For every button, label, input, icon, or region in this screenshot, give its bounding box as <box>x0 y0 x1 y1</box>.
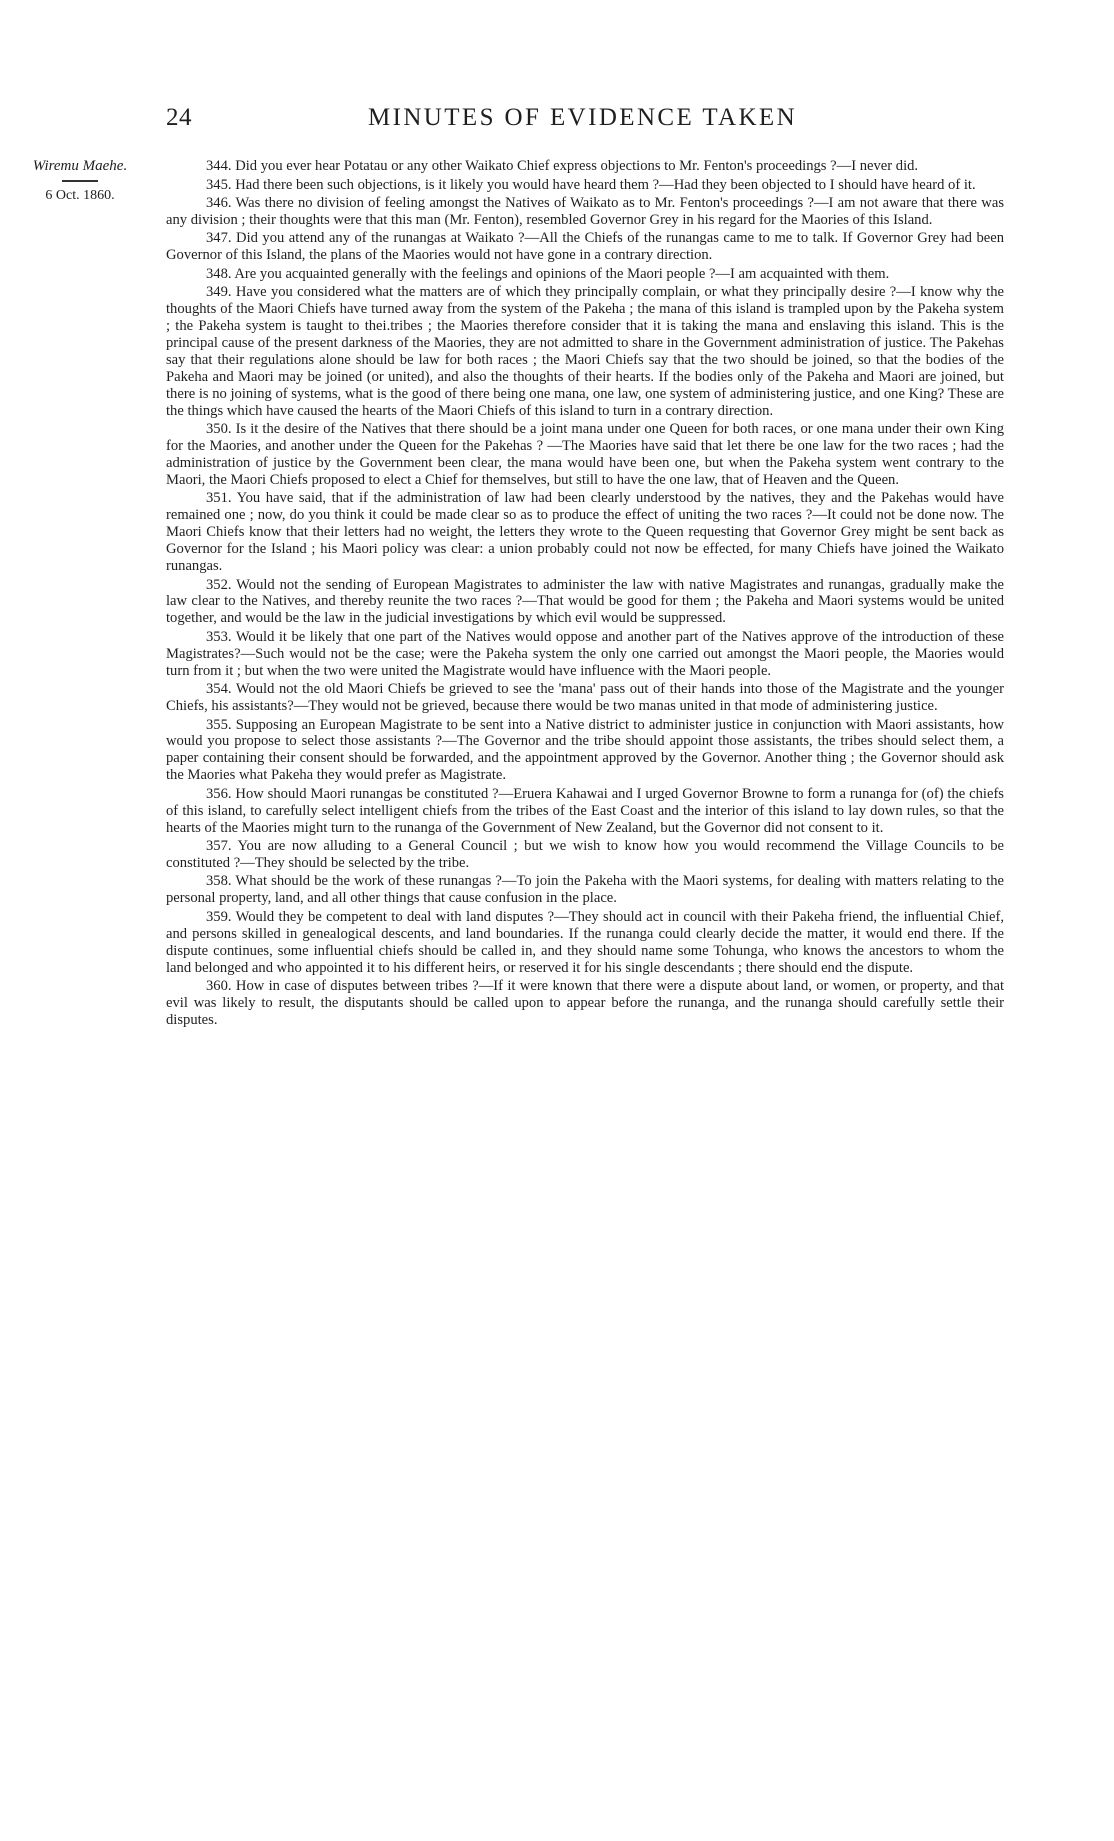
question-paragraph <box>166 421 1004 489</box>
question-number: 354. <box>206 681 232 698</box>
question-text: Have you considered what the matters are of which they principally complain, or what they principally desire ?—I know why the thoughts of the Maori Chiefs have turned away from the system of the Pakeha ; the mana of this island is trampled upon by the Pakeha system ; the Pakeha system is taught to thei.tribes ; the Maories therefore consider that it is taking the mana and enslaving this island. This is the principal cause of the present darkness of the Maories, they are not admitted to share in the Government administration of justice. The Pakehas say that their regulations alone should be law for both races ; the Maori Chiefs say that the two should be joined, so that the bodies of the Pakeha and Maori may be joined (or united), and also the thoughts of their hearts. If the bodies only of the Pakeha and Maori are joined, but there is no joining of systems, what is the good of there being one mana, one law, one system of administering justice, and one King? These are the things which have caused the hearts of the Maori Chiefs of this island to turn in a contrary direction. <box>166 284 1004 419</box>
question-paragraph <box>166 177 1004 194</box>
question-paragraph <box>166 786 1004 837</box>
question-number: 355. <box>206 716 232 733</box>
question-paragraph <box>166 158 1004 175</box>
question-text: Is it the desire of the Natives that there should be a joint mana under one Queen for both races, or one mana under their own King for the Maories, and another under the Queen for the Pakehas ? —The Maories have said that let there be one law for the two races ; had the administration of justice by the Government been clear, the mana would have been one, but when the Pakeha system went contrary to the Maori, the Maori Chiefs proposed to elect a Chief for themselves, but still to have the one law, that of Heaven and the Queen. <box>166 421 1004 488</box>
question-text: Would it be likely that one part of the Natives would oppose and another part of the Natives approve of the introduction of these Magistrates?—Such would not be the case; were the Pakeha system the only one carried out amongst the Maori people, the Maories would turn from it ; but when the two were united the Magistrate would have influence with the Maori people. <box>166 628 1005 679</box>
question-number: 351. <box>206 490 232 507</box>
question-paragraph <box>166 717 1004 785</box>
question-number: 356. <box>206 785 232 802</box>
question-number: 350. <box>206 421 232 438</box>
question-text: How in case of disputes between tribes ?—If it were known that there were a dispute about land, or women, or property, and that evil was likely to result, the disputants should be called upon to appear before the runanga, and the runanga should carefully settle their disputes. <box>166 978 1004 1028</box>
question-number: 346. <box>206 195 232 211</box>
question-paragraph <box>166 838 1004 872</box>
question-text: Did you ever hear Potatau or any other Waikato Chief express objections to Mr. Fenton's proceedings ?—I never did. <box>235 158 919 174</box>
question-number: 349. <box>206 284 232 301</box>
evidence-date: 6 Oct. 1860. <box>45 188 115 203</box>
question-text: You have said, that if the administration of law had been clearly understood by the natives, they and the Pakehas would have remained one ; now, do you think it could be made clear so as to produce the effect of uniting the two races ?—It could not be done now. The Maori Chiefs know that their letters had no weight, the letters they wrote to the Queen requesting that Governor Grey might be sent back as Governor for the Island ; his Maori policy was clear: a union probably could not now be effected, for many Chiefs have joined the Waikato runangas. <box>166 490 1004 574</box>
running-title: MINUTES OF EVIDENCE TAKEN <box>368 104 798 131</box>
question-text: Was there no division of feeling amongst the Natives of Waikato as to Mr. Fenton's proceedings ?—I am not aware that there was any division ; their thoughts were that this man (Mr. Fenton), resembled Governor Grey in his regard for the Maories of this Island. <box>166 195 1004 228</box>
question-number: 348. <box>206 265 232 282</box>
question-paragraph <box>166 230 1004 264</box>
question-paragraph <box>166 873 1004 907</box>
question-number: 345. <box>206 176 232 193</box>
question-paragraph <box>166 978 1004 1029</box>
evidence-body <box>166 158 1004 1030</box>
question-number: 352. <box>206 576 232 593</box>
question-text: Would not the sending of European Magistrates to administer the law with native Magistrates and runangas, gradually make the law clear to the Natives, and thereby reunite the two races ?—That would be good for them ; the Pakeha and Maori systems would be united together, and would be the law in the judicial investigations by which evil would be suppressed. <box>166 576 1005 627</box>
margin-note <box>20 158 140 204</box>
question-paragraph <box>166 266 1004 283</box>
question-text: How should Maori runangas be constituted ?—Eruera Kahawai and I urged Governor Browne to form a runanga for (of) the chiefs of this island, to carefully select intelligent chiefs from the tribes of the East Coast and the interior of this island to lay down rules, so that the hearts of the Maories might turn to the runanga of the Government of New Zealand, but the Governor did not consent to it. <box>166 785 1004 836</box>
question-text: Are you acquainted generally with the feelings and opinions of the Maori people ?—I am acquainted with them. <box>234 265 890 282</box>
question-number: 357. <box>206 838 232 855</box>
question-paragraph <box>166 681 1004 715</box>
question-number: 347. <box>206 230 232 247</box>
question-number: 344. <box>206 158 232 174</box>
question-text: You are now alluding to a General Council ; but we wish to know how you would recommend the Village Councils to be constituted ?—They should be selected by the tribe. <box>166 838 1004 871</box>
question-text: Supposing an European Magistrate to be sent into a Native district to administer justice in conjunction with Maori assistants, how would you propose to select those assistants ?—The Governor and the tribe should appoint those assistants, the tribes should select them, a paper containing their consent should be forwarded, and the appointment approved by the Governor. Another thing ; the Governor should ask the Maories what Pakeha they would prefer as Magistrate. <box>166 716 1004 784</box>
question-text: Did you attend any of the runangas at Waikato ?—All the Chiefs of the runangas came to me to talk. If Governor Grey had been Governor of this Island, the plans of the Maories would not have gone in a contrary direction. <box>166 230 1005 264</box>
margin-rule <box>62 180 98 182</box>
page-number: 24 <box>166 104 192 131</box>
question-paragraph <box>166 629 1004 680</box>
question-paragraph <box>166 284 1004 419</box>
question-paragraph <box>166 909 1004 977</box>
question-text: Had there been such objections, is it likely you would have heard them ?—Had they been objected to I should have heard of it. <box>235 176 976 193</box>
question-text: Would they be competent to deal with land disputes ?—They should act in council with their Pakeha friend, the influential Chief, and persons skilled in genealogical descents, and land boundaries. If the runanga could clearly decide the matter, it would end there. If the dispute continues, some influential chiefs should be called in, and they should name some Tohunga, who knows the ancestors to whom the land belonged and who appointed it to his different heirs, or reserved it for his single descendants ; there should end the dispute. <box>166 908 1004 976</box>
question-paragraph <box>166 195 1004 229</box>
witness-name: Wiremu Maehe. <box>32 158 128 174</box>
question-number: 358. <box>206 873 232 890</box>
question-text: What should be the work of these runangas ?—To join the Pakeha with the Maori systems, for dealing with matters relating to the personal property, land, and all other things that cause confusion in the place. <box>166 873 1005 907</box>
question-text: Would not the old Maori Chiefs be grieved to see the 'mana' pass out of their hands into those of the Magistrate and the younger Chiefs, his assistants?—They would not be grieved, because there would be two manas united in that mode of administering justice. <box>166 681 1004 715</box>
question-paragraph <box>166 577 1004 628</box>
question-number: 360. <box>206 978 232 995</box>
question-paragraph <box>166 490 1004 575</box>
question-number: 359. <box>206 908 232 925</box>
question-number: 353. <box>206 628 232 645</box>
